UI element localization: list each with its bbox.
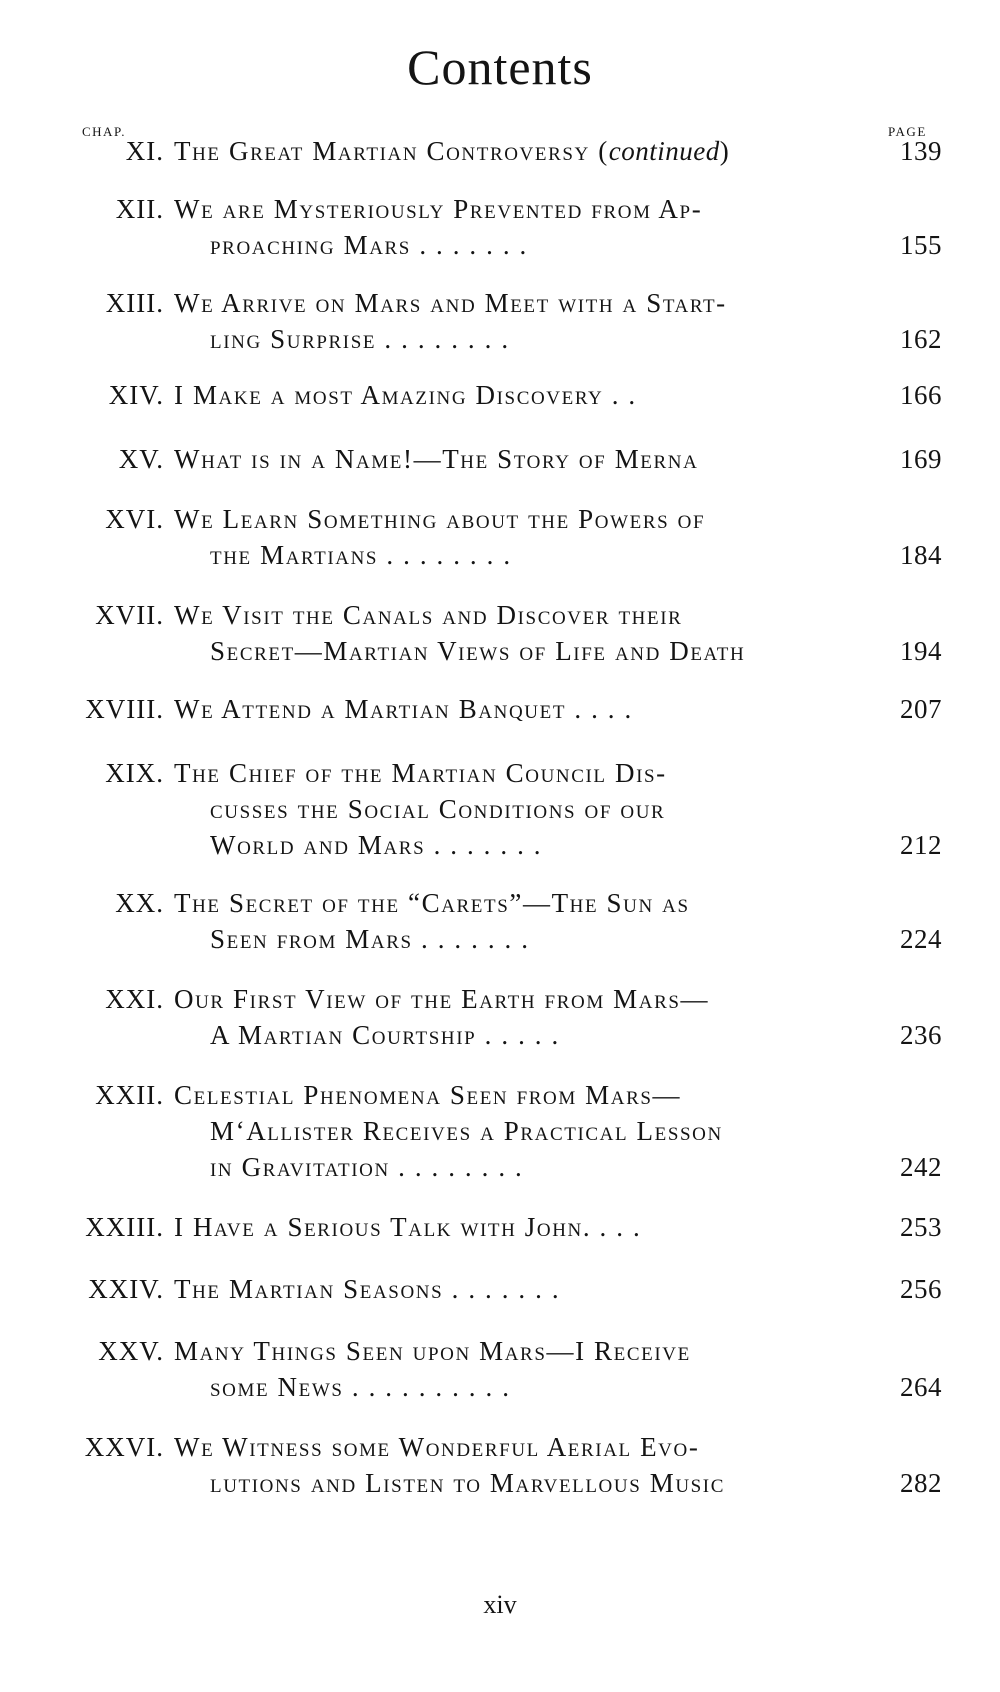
page-number: 256 [900,1274,942,1304]
chapter-title-line: We Visit the Canals and Discover their [174,600,683,630]
chapter-title-line: We Learn Something about the Powers of [174,504,706,534]
chapter-title-line: proaching Mars . . . . . . . [210,230,528,260]
chapter-title-line: We Arrive on Mars and Meet with a Start- [174,288,727,318]
chapter-number: XIV. [108,380,164,410]
page-number: 264 [900,1372,942,1402]
chapter-title-line: The Chief of the Martian Council Dis- [174,758,667,788]
page-number: 162 [900,324,942,354]
folio-page-number: xiv [483,1590,517,1619]
chapter-title-line: M‘Allister Receives a Practical Lesson [210,1116,723,1146]
page-number: 139 [900,136,942,166]
chapter-title-line: Celestial Phenomena Seen from Mars— [174,1080,682,1110]
chapter-number: XII. [115,194,164,224]
chapter-number: XXI. [105,984,164,1014]
page-number: 224 [900,924,942,954]
chapter-title-line: I Make a most Amazing Discovery . . [174,380,637,410]
chapter-number: XI. [125,136,164,166]
chapter-number: XV. [118,444,164,474]
chapter-title-line: We Witness some Wonderful Aerial Evo- [174,1432,700,1462]
page-number: 194 [900,636,942,666]
chapter-title-line: What is in a Name!—The Story of Merna [174,444,699,474]
chapter-number: XXII. [95,1080,164,1110]
chapter-number: XX. [115,888,164,918]
chapter-title-line: Many Things Seen upon Mars—I Receive [174,1336,691,1366]
chapter-number: XIII. [105,288,164,318]
chapter-number: XXV. [98,1336,164,1366]
chapter-title-line: ling Surprise . . . . . . . . [210,324,510,354]
page-number: 282 [900,1468,942,1498]
chapter-title-line: The Martian Seasons . . . . . . . [174,1274,561,1304]
chapter-title-line: some News . . . . . . . . . . [210,1372,511,1402]
chapter-title-line: cusses the Social Conditions of our [210,794,666,824]
chapter-title-line: We are Mysteriously Prevented from Ap- [174,194,703,224]
page-number: 242 [900,1152,942,1182]
chapter-title-line: I Have a Serious Talk with John. . . . [174,1212,642,1242]
chapter-title-line: the Martians . . . . . . . . [210,540,512,570]
page-number: 169 [900,444,942,474]
chapter-title-line: The Great Martian Controversy (continued) [174,136,731,166]
chapter-column-header: CHAP. [82,124,126,139]
page-number: 184 [900,540,942,570]
chapter-number: XVI. [105,504,164,534]
page-number: 253 [900,1212,942,1242]
page-title: Contents [407,39,593,95]
chapter-number: XVII. [95,600,164,630]
chapter-title-line: Secret—Martian Views of Life and Death [210,636,746,666]
chapter-title-line: We Attend a Martian Banquet . . . . [174,694,633,724]
chapter-number: XXIV. [88,1274,164,1304]
chapter-title-line: Our First View of the Earth from Mars— [174,984,710,1014]
page-number: 212 [900,830,942,860]
chapter-title-line: lutions and Listen to Marvellous Music [210,1468,726,1498]
page-number: 166 [900,380,942,410]
chapter-title-line: The Secret of the “Carets”—The Sun as [174,888,690,918]
page-number: 207 [900,694,942,724]
chapter-number: XXVI. [84,1432,164,1462]
chapter-number: XIX. [105,758,164,788]
chapter-title-line: Seen from Mars . . . . . . . [210,924,530,954]
page-column-header: PAGE [888,124,927,139]
chapter-number: XXIII. [85,1212,164,1242]
chapter-title-line: A Martian Courtship . . . . . [210,1020,560,1050]
chapter-title-line: in Gravitation . . . . . . . . [210,1152,524,1182]
chapter-number: XVIII. [85,694,164,724]
chapter-title-line: World and Mars . . . . . . . [210,830,543,860]
page-number: 155 [900,230,942,260]
page-number: 236 [900,1020,942,1050]
